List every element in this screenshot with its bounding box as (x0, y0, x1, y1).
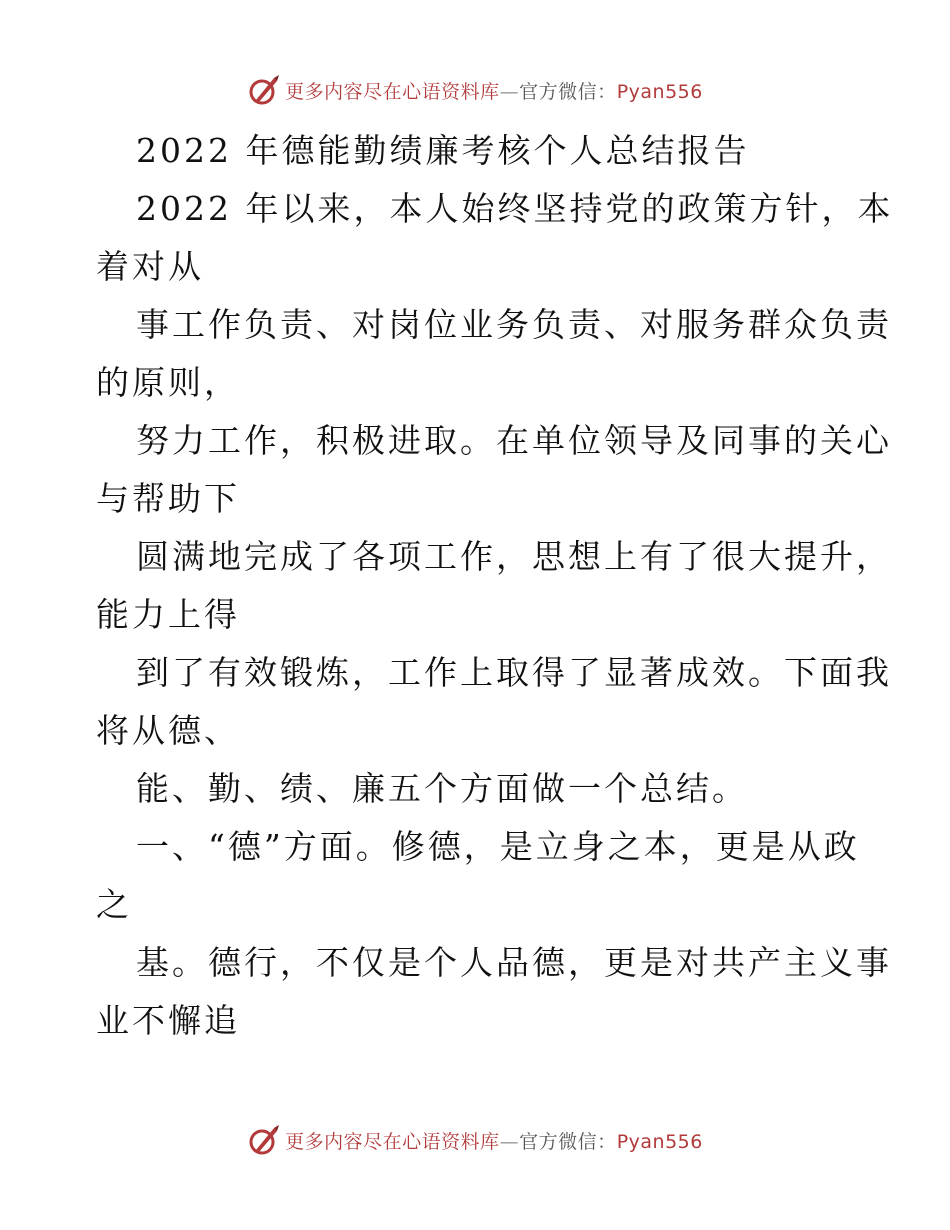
paragraph-line: 能、勤、绩、廉五个方面做一个总结。 (136, 769, 748, 808)
paragraph-line: 事工作负责、对岗位业务负责、对服务群众负责 (136, 305, 892, 344)
paragraph-line: 将从德、 (96, 711, 240, 750)
paragraph-line: 与帮助下 (96, 479, 240, 518)
banner-wechat-id: Pyan556 (616, 1130, 703, 1153)
footer-banner (0, 1120, 950, 1160)
banner-wechat-label: 官方微信： (519, 1130, 617, 1153)
banner-wechat-id: Pyan556 (616, 80, 703, 103)
paragraph-line: 业不懈追 (96, 1001, 240, 1040)
paragraph-line: 之 (96, 885, 132, 924)
document-title: 2022 年德能勤绩廉考核个人总结报告 (136, 131, 750, 170)
paragraph-line: 基。德行，不仅是个人品德，更是对共产主义事 (136, 943, 892, 982)
banner-text (285, 77, 703, 104)
section-heading-line: 一、“德”方面。修德，是立身之本，更是从政 (136, 827, 860, 866)
paragraph-line: 的原则， (96, 363, 240, 402)
banner-separator: — (499, 80, 520, 103)
document-body (96, 122, 894, 1050)
paragraph-line: 圆满地完成了各项工作，思想上有了很大提升， (136, 537, 892, 576)
paragraph-line: 2022 年以来，本人始终坚持党的政策方针，本 (136, 189, 894, 228)
banner-text (285, 1127, 703, 1154)
paragraph-line: 着对从 (96, 247, 204, 286)
paragraph-line: 到了有效锻炼，工作上取得了显著成效。下面我 (136, 653, 892, 692)
paragraph-line: 能力上得 (96, 595, 240, 634)
banner-site-text: 更多内容尽在心语资料库 (285, 1130, 500, 1153)
banner-separator: — (499, 1130, 520, 1153)
quill-pen-logo-icon (247, 1123, 281, 1157)
banner-site-text: 更多内容尽在心语资料库 (285, 80, 500, 103)
paragraph-line: 努力工作，积极进取。在单位领导及同事的关心 (136, 421, 892, 460)
quill-pen-logo-icon (247, 73, 281, 107)
header-banner (0, 70, 950, 110)
banner-wechat-label: 官方微信： (519, 80, 617, 103)
